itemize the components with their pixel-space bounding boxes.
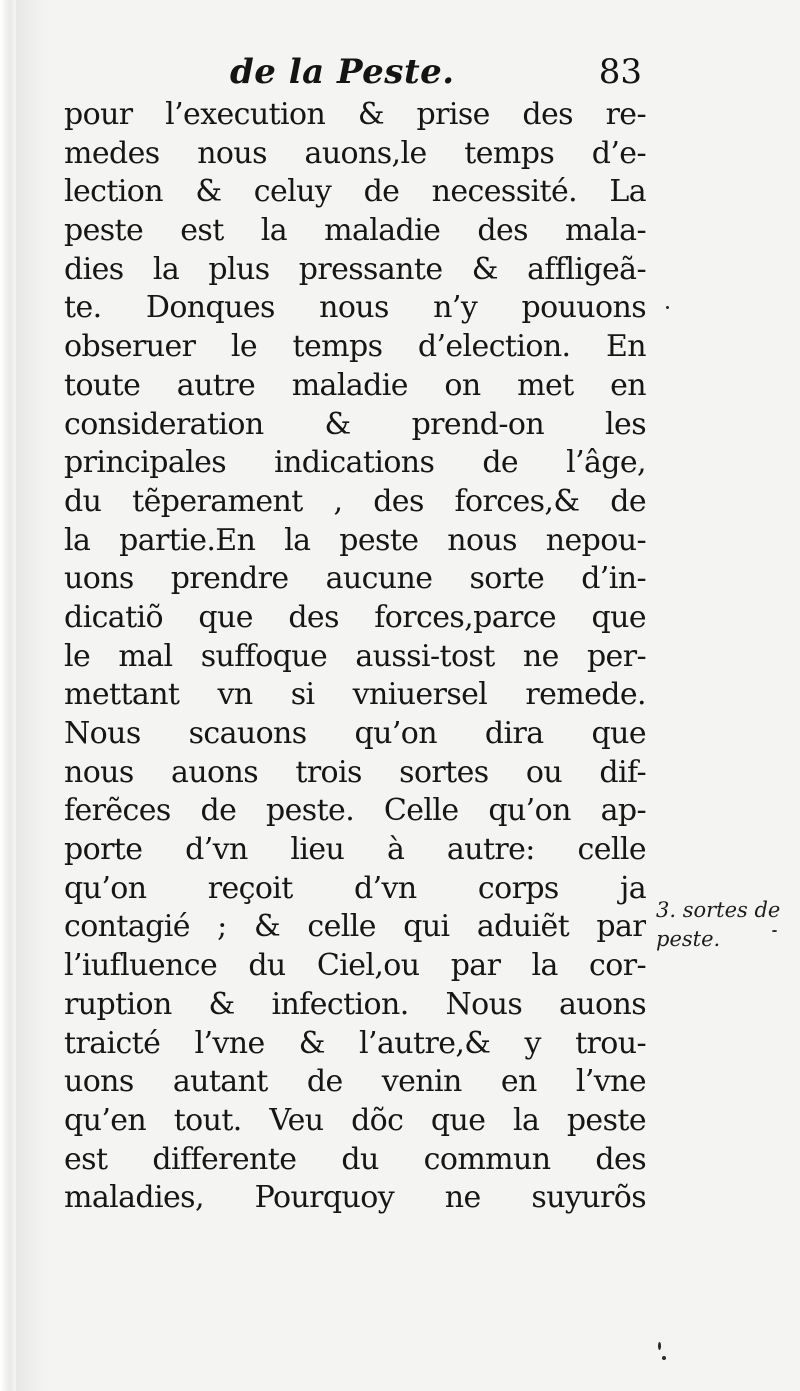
gutter-shadow: [16, 0, 46, 1391]
page-number: 83: [598, 52, 642, 92]
text-line: te. Donques nous n’y pouuons: [64, 290, 646, 326]
margin-note-line: peste.: [656, 927, 721, 951]
text-line: pour l’execution & prise des re-: [64, 97, 646, 132]
text-line: obseruer le temps d’election. En: [64, 329, 646, 365]
text-line: nous auons trois sortes ou dif-: [64, 754, 646, 790]
text-line: du tẽperament , des forces,& de: [64, 483, 646, 519]
ink-speck: [772, 930, 777, 932]
text-line: qu’en tout. Veu dõc que la peste: [64, 1102, 646, 1138]
margin-note-line: 3. sortes de: [656, 898, 781, 922]
text-line: uons autant de venin en l’vne: [64, 1064, 646, 1100]
ink-speck: [666, 306, 669, 309]
text-line: la partie.En la peste nous nepou-: [64, 522, 646, 558]
ink-speck: [658, 1342, 661, 1350]
text-line: Nous scauons qu’on dira que: [64, 716, 646, 751]
text-line: l’iufluence du Ciel,ou par la cor-: [64, 948, 646, 984]
text-line: medes nous auons,le temps d’e-: [64, 135, 646, 171]
text-line: porte d’vn lieu à autre: celle: [64, 832, 646, 868]
text-line: peste est la maladie des mala-: [64, 213, 646, 249]
text-line: ferẽces de peste. Celle qu’on ap-: [64, 793, 646, 829]
text-line: dicatiõ que des forces,parce que: [64, 599, 646, 635]
text-line: consideration & prend-on les: [64, 406, 646, 442]
body-text: [64, 96, 646, 1218]
text-line: traicté l’vne & l’autre,& y trou-: [64, 1025, 646, 1061]
text-line: contagié ; & celle qui aduiẽt par: [64, 909, 646, 945]
text-line: ruption & infection. Nous auons: [64, 986, 646, 1022]
text-line: dies la plus pressante & affligeã-: [64, 251, 646, 287]
text-line: maladies, Pourquoy ne suyurõs: [64, 1180, 646, 1216]
text-line: qu’on reçoit d’vn corps ja: [64, 870, 646, 906]
running-title: de la Peste.: [230, 52, 455, 92]
margin-note: [656, 896, 796, 954]
text-line: uons prendre aucune sorte d’in-: [64, 561, 646, 597]
text-line: toute autre maladie on met en: [64, 367, 646, 403]
text-line: principales indications de l’âge,: [64, 445, 646, 481]
text-line: mettant vn si vniuersel remede.: [64, 677, 646, 713]
page-edge: [0, 0, 16, 1391]
text-line: lection & celuy de necessité. La: [64, 174, 646, 210]
running-head: [62, 52, 652, 96]
text-line: est differente du commun des: [64, 1141, 646, 1177]
text-line: le mal suffoque aussi-tost ne per-: [64, 638, 646, 674]
ink-speck: [662, 1356, 666, 1360]
